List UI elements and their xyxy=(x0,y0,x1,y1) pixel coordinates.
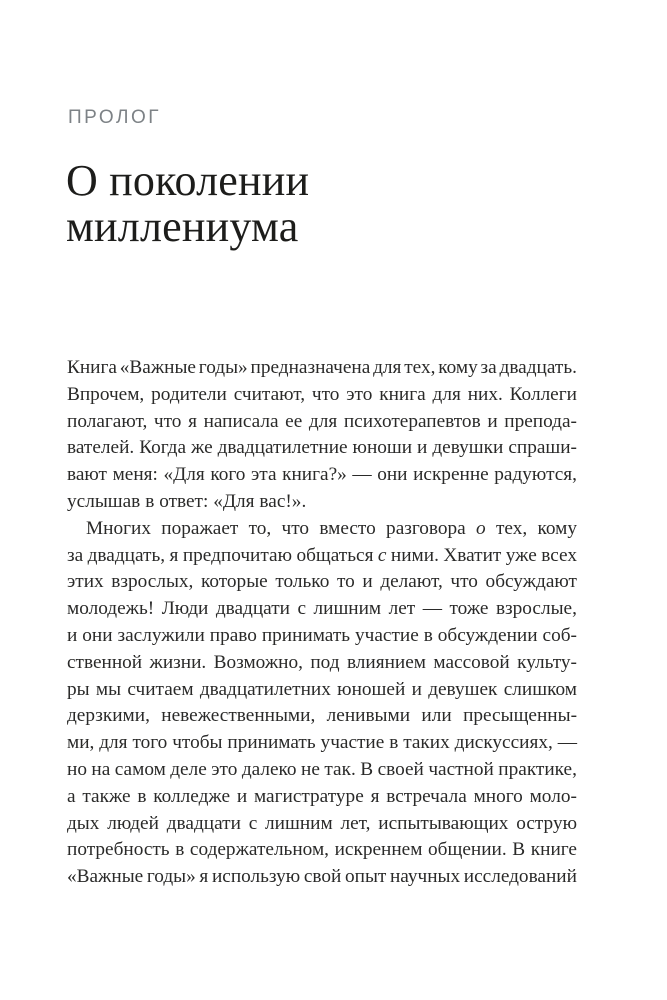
text-line: ми, для того чтобы принимать участие в таких дискуссиях, — xyxy=(67,732,577,754)
chapter-kicker: ПРОЛОГ xyxy=(68,107,162,128)
text-line: услышав в ответ: «Для вас!». xyxy=(67,490,307,512)
page-title-line-2: миллениума xyxy=(66,202,299,251)
text-line: дерзкими, невежественными, ленивыми или пресыщенны- xyxy=(67,705,577,727)
text-line: и они заслужили право принимать участие в обсуждении соб- xyxy=(67,624,577,646)
text-line: этих взрослых, которые только то и делают, что обсуждают xyxy=(67,571,577,593)
page-title-line-1: О поколении xyxy=(66,156,310,205)
text-line: Многих поражает то, что вместо разговора о тех, кому xyxy=(86,517,577,539)
body-text xyxy=(67,355,577,891)
text-line: вателей. Когда же двадцатилетние юноши и девушки спраши- xyxy=(67,437,577,459)
text-line: ственной жизни. Возможно, под влиянием массовой культу- xyxy=(67,651,577,673)
text-line: полагают, что я написала ее для психотерапевтов и препода- xyxy=(67,410,577,432)
text-line: вают меня: «Для кого эта книга?» — они искренне радуются, xyxy=(67,464,577,486)
text-line: дых людей двадцати с лишним лет, испытывающих острую xyxy=(67,812,577,834)
text-line: ры мы считаем двадцатилетних юношей и девушек слишком xyxy=(67,678,577,700)
text-line: молодежь! Люди двадцати с лишним лет — тоже взрослые, xyxy=(67,598,577,620)
text-line: потребность в содержательном, искреннем общении. В книге xyxy=(67,839,577,861)
text-line: Впрочем, родители считают, что это книга для них. Коллеги xyxy=(67,383,577,405)
text-line: «Важные годы» я использую свой опыт научных исследований xyxy=(67,866,577,888)
text-line: но на самом деле это далеко не так. В своей частной практике, xyxy=(67,758,577,780)
text-line: за двадцать, я предпочитаю общаться с ними. Хватит уже всех xyxy=(67,544,577,566)
text-line: Книга «Важные годы» предназначена для тех, кому за двадцать. xyxy=(67,357,577,378)
page-title xyxy=(66,158,309,250)
text-line: а также в колледже и магистратуре я встречала много моло- xyxy=(67,785,577,807)
